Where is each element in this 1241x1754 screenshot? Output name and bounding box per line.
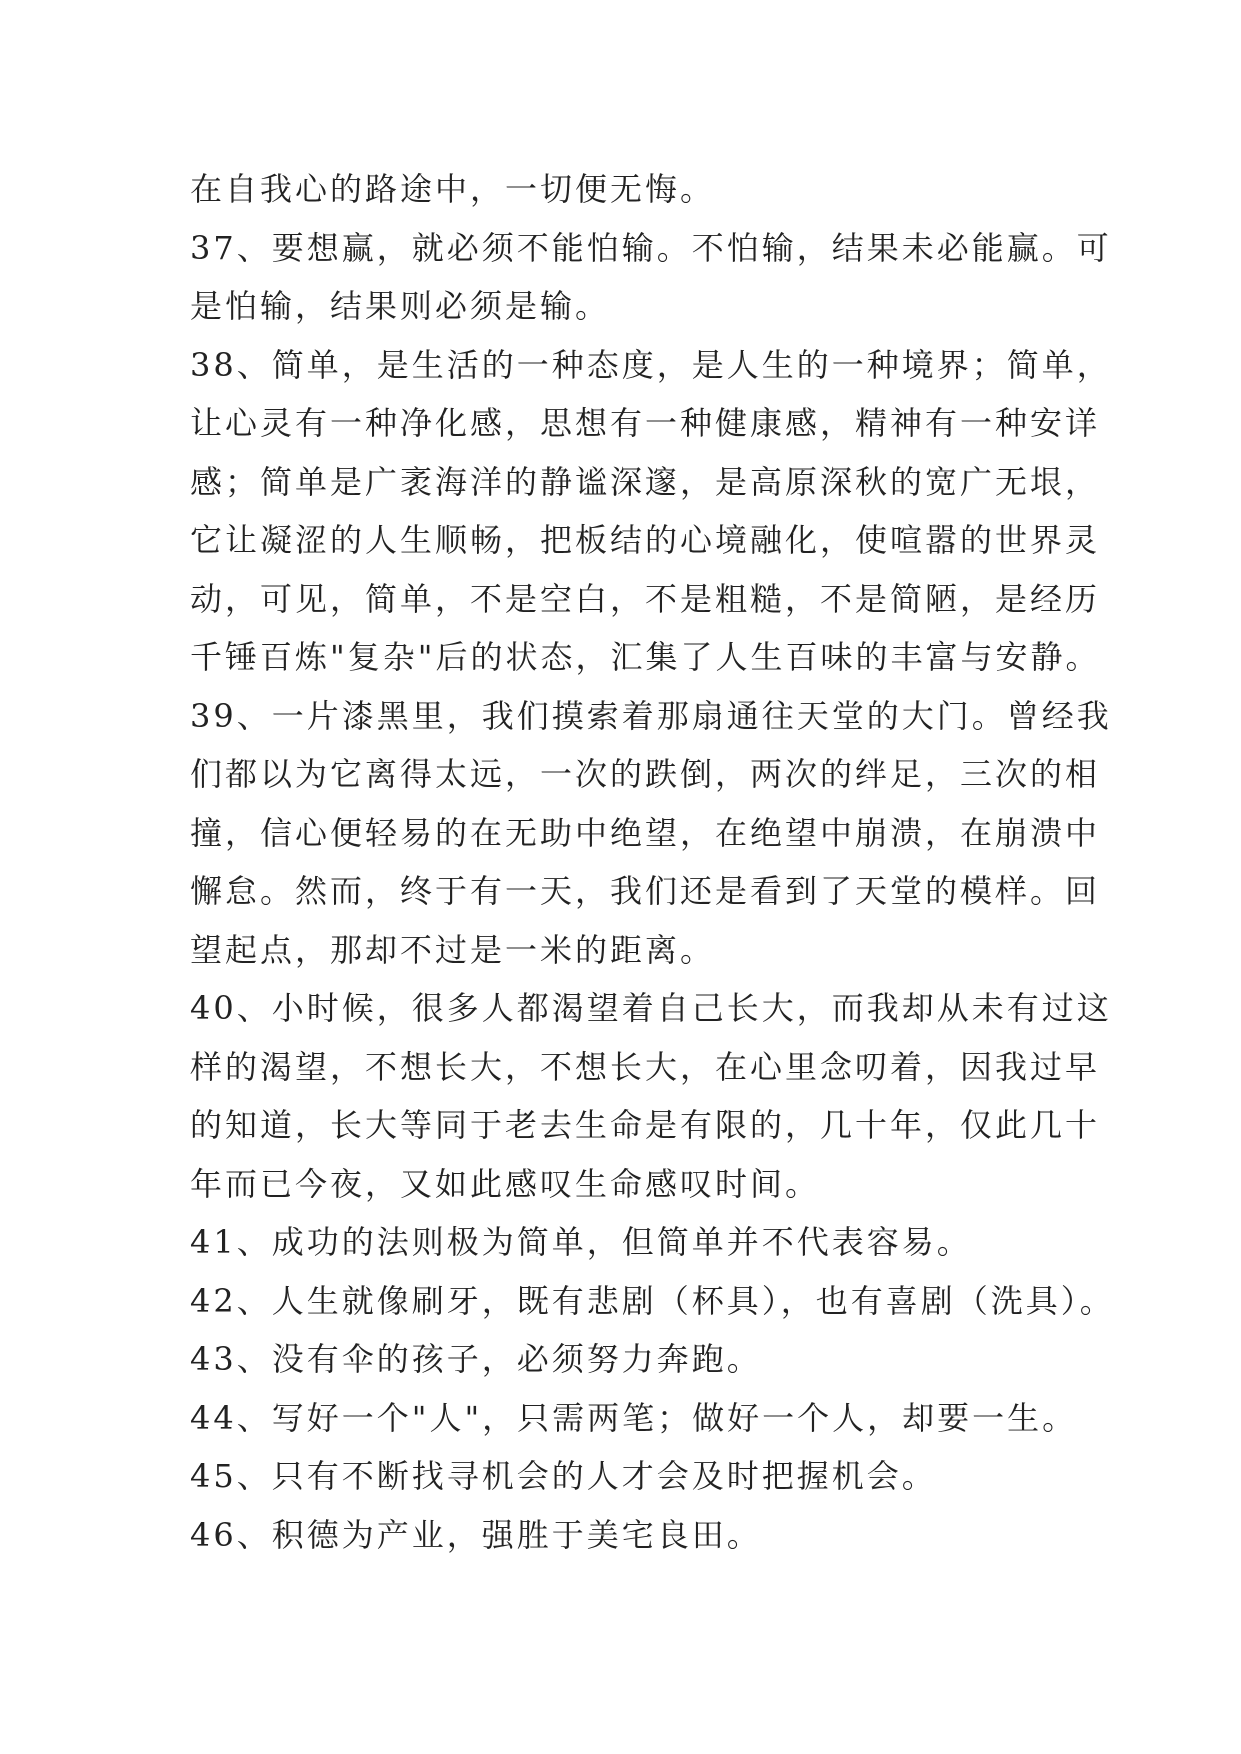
text-line: 38、简单，是生活的一种态度，是人生的一种境界；简单， <box>190 345 1112 384</box>
text-line: 44、写好一个"人"，只需两笔；做好一个人，却要一生。 <box>190 1398 1078 1437</box>
text-line: 37、要想赢，就必须不能怕输。不怕输，结果未必能赢。可 <box>190 228 1112 267</box>
text-line: 41、成功的法则极为简单，但简单并不代表容易。 <box>190 1223 972 1261</box>
text-line: 千锤百炼"复杂"后的状态，汇集了人生百味的丰富与安静。 <box>190 638 1101 676</box>
text-line: 动，可见，简单，不是空白，不是粗糙，不是简陋，是经历 <box>190 579 1101 618</box>
text-line: 年而已今夜，又如此感叹生命感叹时间。 <box>190 1164 821 1203</box>
text-line: 45、只有不断找寻机会的人才会及时把握机会。 <box>190 1457 937 1495</box>
text-line: 样的渴望，不想长大，不想长大，在心里念叨着，因我过早 <box>190 1047 1101 1086</box>
text-line: 让心灵有一种净化感，思想有一种健康感，精神有一种安详 <box>190 404 1101 442</box>
text-line: 撞，信心便轻易的在无助中绝望，在绝望中崩溃，在崩溃中 <box>190 813 1101 852</box>
text-line: 43、没有伞的孩子，必须努力奔跑。 <box>190 1340 762 1378</box>
text-line: 感；简单是广袤海洋的静谧深邃，是高原深秋的宽广无垠， <box>190 462 1101 501</box>
body-text <box>190 160 1115 1564</box>
text-line: 的知道，长大等同于老去生命是有限的，几十年，仅此几十 <box>190 1106 1101 1144</box>
text-line: 40、小时候，很多人都渴望着自己长大，而我却从未有过这 <box>190 989 1112 1027</box>
text-line: 们都以为它离得太远，一次的跌倒，两次的绊足，三次的相 <box>190 755 1101 793</box>
text-line: 42、人生就像刷牙，既有悲剧（杯具），也有喜剧（洗具）。 <box>190 1281 1115 1320</box>
text-line: 46、积德为产业，强胜于美宅良田。 <box>190 1515 762 1554</box>
text-line: 39、一片漆黑里，我们摸索着那扇通往天堂的大门。曾经我 <box>190 696 1112 735</box>
text-line: 在自我心的路途中，一切便无悔。 <box>190 170 716 208</box>
text-line: 懈怠。然而，终于有一天，我们还是看到了天堂的模样。回 <box>190 872 1101 910</box>
text-line: 是怕输，结果则必须是输。 <box>190 287 611 325</box>
text-line: 望起点，那却不过是一米的距离。 <box>190 930 716 969</box>
text-line: 它让凝涩的人生顺畅，把板结的心境融化，使喧嚣的世界灵 <box>190 521 1101 559</box>
